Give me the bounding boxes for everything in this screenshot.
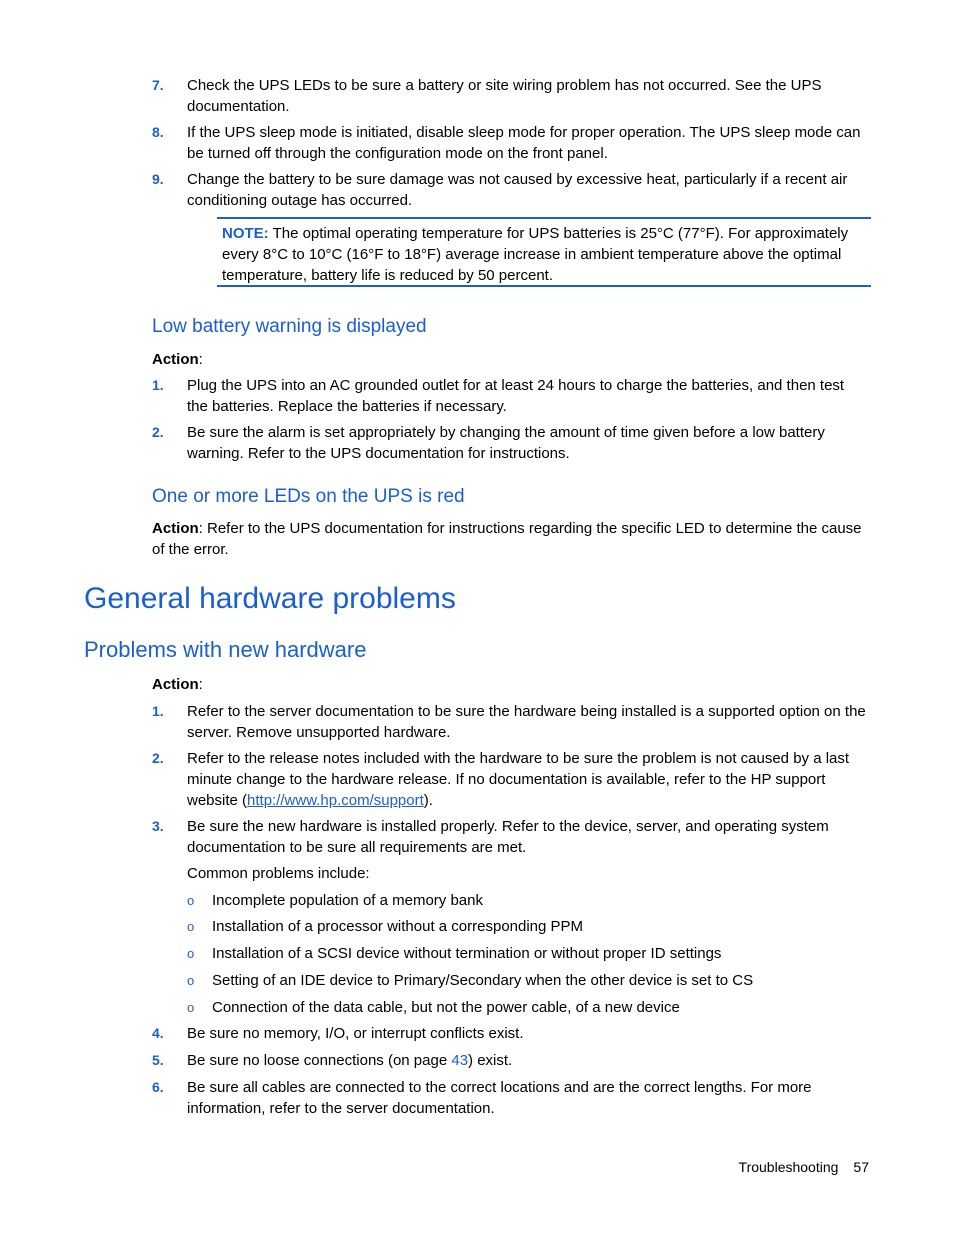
action-label: Action <box>152 520 199 537</box>
action-line <box>152 674 867 695</box>
action-label: Action <box>152 351 199 368</box>
list-item <box>152 1050 867 1071</box>
bullet-icon: o <box>187 946 195 961</box>
action-label: Action <box>152 676 199 693</box>
section-heading-leds-red: One or more LEDs on the UPS is red <box>152 486 465 507</box>
footer-page-number: 57 <box>853 1159 869 1175</box>
bullet-text: Setting of an IDE device to Primary/Secondary when the other device is set to CS <box>212 972 754 989</box>
list-text: Be sure the new hardware is installed properly. Refer to the device, server, and operating system documentation to be sure all requirements are met. <box>187 818 829 856</box>
list-number: 6. <box>152 1079 164 1095</box>
action-text: : Refer to the UPS documentation for instructions regarding the specific LED to determine the cause of the error. <box>152 520 862 558</box>
bullet-text: Incomplete population of a memory bank <box>212 892 483 909</box>
list-item <box>152 75 867 117</box>
list-text: Change the battery to be sure damage was not caused by excessive heat, particularly if a recent air conditioning outage has occurred. <box>187 171 848 209</box>
bullet-icon: o <box>187 919 195 934</box>
list-item <box>152 1077 867 1119</box>
list-number: 1. <box>152 703 164 719</box>
list-number: 2. <box>152 424 164 440</box>
list-number: 1. <box>152 377 164 393</box>
list-number: 3. <box>152 818 164 834</box>
list-text <box>187 748 867 811</box>
text-before-link: Refer to the release notes included with the hardware to be sure the problem is not caused by a last minute change to the hardware release. If no documentation is available, refer to the HP support website ( <box>187 750 850 809</box>
list-number: 2. <box>152 750 164 766</box>
chapter-title: General hardware problems <box>84 582 456 615</box>
list-text: Be sure all cables are connected to the correct locations and are the correct lengths. For more information, refer to the server documentation. <box>187 1079 812 1117</box>
action-paragraph <box>152 518 867 560</box>
list-text: If the UPS sleep mode is initiated, disable sleep mode for proper operation. The UPS sleep mode can be turned off through the configuration mode on the front panel. <box>187 124 861 162</box>
list-text: Be sure the alarm is set appropriately by changing the amount of time given before a low battery warning. Refer to the UPS documentation for instructions. <box>187 424 825 462</box>
list-item <box>152 1023 867 1044</box>
text-after-ref: ) exist. <box>468 1052 513 1069</box>
bullet-item <box>187 970 867 991</box>
note-label: NOTE: <box>222 225 269 242</box>
list-number: 7. <box>152 77 164 93</box>
section-title: Problems with new hardware <box>84 637 367 662</box>
list-item <box>152 701 867 743</box>
list-item <box>152 422 867 464</box>
list-number: 4. <box>152 1025 164 1041</box>
action-line <box>152 349 867 370</box>
bullet-item <box>187 943 867 964</box>
list-item <box>152 169 867 211</box>
section-heading-low-battery: Low battery warning is displayed <box>152 316 427 337</box>
note-text: The optimal operating temperature for UPS batteries is 25°C (77°F). For approximately every 8°C to 10°C (16°F to 18°F) average increase in ambient temperature above the optimal temperature, battery life is reduced by 50 percent. <box>222 225 849 284</box>
common-problems-intro: Common problems include: <box>187 865 370 882</box>
list-text: Refer to the server documentation to be sure the hardware being installed is a supported option on the server. Remove unsupported hardware. <box>187 703 866 741</box>
bullet-text: Installation of a SCSI device without termination or without proper ID settings <box>212 945 722 962</box>
list-item <box>152 816 867 858</box>
bullet-icon: o <box>187 893 195 908</box>
list-item <box>152 375 867 417</box>
hp-support-link[interactable]: http://www.hp.com/support <box>247 792 424 809</box>
list-text: Check the UPS LEDs to be sure a battery or site wiring problem has not occurred. See the UPS documentation. <box>187 77 822 115</box>
page-footer <box>739 1157 869 1177</box>
list-number: 5. <box>152 1052 164 1068</box>
footer-section: Troubleshooting <box>738 1159 839 1175</box>
bullet-item <box>187 890 867 911</box>
bullet-icon: o <box>187 1000 195 1015</box>
bullet-icon: o <box>187 973 195 988</box>
action-suffix: : <box>198 676 203 693</box>
page-reference-link[interactable]: 43 <box>451 1052 469 1069</box>
list-text <box>187 1050 867 1071</box>
bullet-item <box>187 997 867 1018</box>
action-suffix: : <box>198 351 203 368</box>
list-number: 8. <box>152 124 164 140</box>
list-number: 9. <box>152 171 164 187</box>
list-text: Be sure no memory, I/O, or interrupt conflicts exist. <box>187 1025 524 1042</box>
list-item <box>152 748 867 811</box>
bullet-item <box>187 916 867 937</box>
text-before-ref: Be sure no loose connections (on page <box>187 1052 452 1069</box>
list-text: Plug the UPS into an AC grounded outlet for at least 24 hours to charge the batteries, and then test the batteries. Replace the batteries if necessary. <box>187 377 845 415</box>
bullet-text: Connection of the data cable, but not the power cable, of a new device <box>212 999 680 1016</box>
list-item <box>152 122 867 164</box>
note-content <box>222 223 867 286</box>
note-box <box>217 217 871 287</box>
bullet-text: Installation of a processor without a corresponding PPM <box>212 918 584 935</box>
text-after-link: ). <box>423 792 433 809</box>
